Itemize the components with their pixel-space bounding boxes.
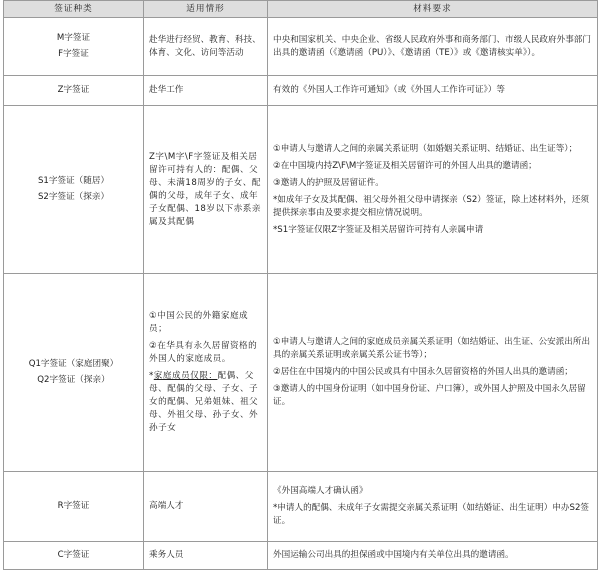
requirement-item: ②在中国境内持Z\F\M字签证及相关居留许可的外国人出具的邀请函；: [273, 160, 537, 171]
requirement-item: ①申请人与邀请人之间的亲属关系证明（如婚姻关系证明、结婚证、出生证等）；: [273, 143, 578, 154]
visa-requirements-table: [3, 0, 598, 570]
scope-text: 高端人才: [149, 501, 184, 511]
requirements-cell: [268, 542, 598, 570]
requirement-item: 《外国高端人才确认函》: [273, 486, 368, 496]
requirement-item: ③邀请人的护照及居留证件。: [273, 177, 384, 188]
table-row-r-visa: [4, 472, 598, 542]
requirement-note: *如成年子女及其配偶、祖父母外祖父母申请探亲（S2）签证，除上述材料外，还须提供探亲事由及要求提交相应情况说明。: [273, 194, 590, 218]
scope-item: ①中国公民的外籍家庭成员；: [149, 311, 249, 334]
scope-text: Z字\M字\F字签证及相关居留许可持有人的：配偶、父母、未满18周岁的子女、配偶的父母，成年子女、成年子女配偶、18岁以下赤系亲属及其配偶: [149, 151, 261, 227]
requirements-cell: [268, 76, 598, 106]
table-header-row: [4, 1, 598, 18]
scope-cell: [144, 542, 268, 570]
header-material-requirements: 材料要求: [268, 1, 598, 18]
scope-cell: [144, 18, 268, 76]
table-row-c-visa: [4, 542, 598, 570]
visa-type-cell: [4, 76, 144, 106]
scope-note: *家庭成员仅限：配偶、父母、配偶的父母、子女、子女的配偶、兄弟姐妹、祖父母、外祖父母、孙子女、外孙子女: [149, 371, 259, 433]
header-applicable-scope: 适用情形: [144, 1, 268, 18]
requirement-text: 中央和国家机关、中央企业、省级人民政府外事和商务部门、市级人民政府外事部门出具的邀请函（《邀请函（PU）》、《邀请函（TE）》或《邀请核实单》）。: [273, 34, 591, 58]
scope-text: 赴华进行经贸、教育、科技、体育、文化、访问等活动: [149, 34, 261, 58]
requirement-text: 外国运输公司出具的担保函或中国境内有关单位出具的邀请函。: [273, 550, 514, 560]
visa-type-r: R字签证: [57, 501, 90, 511]
requirement-item: ③邀请人的中国身份证明（如中国身份证、户口簿），或外国人护照及中国永久居留证。: [273, 384, 586, 407]
requirement-note: *S1字签证仅限Z字签证及相关居留许可持有人亲属申请: [273, 224, 484, 235]
visa-type-cell: [4, 274, 144, 472]
visa-type-c: C字签证: [57, 550, 90, 560]
visa-type-s2: S2字签证（探亲）: [37, 192, 110, 202]
visa-type-z: Z字签证: [57, 85, 90, 95]
requirements-cell: [268, 18, 598, 76]
scope-cell: [144, 76, 268, 106]
requirement-item: ①申请人与邀请人之间的家庭成员亲属关系证明（如结婚证、出生证、公安派出所出具的亲属关系证明或亲属关系公证书等）；: [273, 337, 591, 360]
table-row-mf-visa: [4, 18, 598, 76]
visa-type-s1: S1字签证（随居）: [37, 176, 110, 186]
scope-text: 赴华工作: [149, 85, 184, 95]
underlined-note-lead: 家庭成员仅限：: [153, 371, 218, 381]
scope-cell: [144, 274, 268, 472]
requirements-cell: [268, 274, 598, 472]
visa-type-cell: [4, 542, 144, 570]
visa-type-q2: Q2字签证（探亲）: [37, 375, 110, 385]
scope-cell: [144, 106, 268, 274]
requirement-note: *申请人的配偶、未成年子女需提交亲属关系证明（如结婚证、出生证明）申办S2签证。: [273, 503, 590, 526]
scope-item: ②在华具有永久居留资格的外国人的家庭成员。: [149, 341, 258, 364]
requirements-cell: [268, 472, 598, 542]
visa-type-cell: [4, 18, 144, 76]
visa-type-cell: [4, 472, 144, 542]
visa-type-m: M字签证: [56, 33, 91, 43]
visa-type-cell: [4, 106, 144, 274]
visa-type-f: F字签证: [58, 49, 89, 59]
scope-cell: [144, 472, 268, 542]
requirement-text: 有效的《外国人工作许可通知》（或《外国人工作许可证》）等: [273, 85, 506, 95]
visa-type-q1: Q1字签证（家庭团聚）: [28, 359, 119, 369]
requirement-item: ②居住在中国境内的中国公民或具有中国永久居留资格的外国人出具的邀请函；: [273, 367, 573, 377]
table-row-z-visa: [4, 76, 598, 106]
scope-text: 乘务人员: [149, 550, 184, 560]
header-visa-type: 签证种类: [4, 1, 144, 18]
requirements-cell: [268, 106, 598, 274]
table-row-q-visa: [4, 274, 598, 472]
table-row-s-visa: [4, 106, 598, 274]
